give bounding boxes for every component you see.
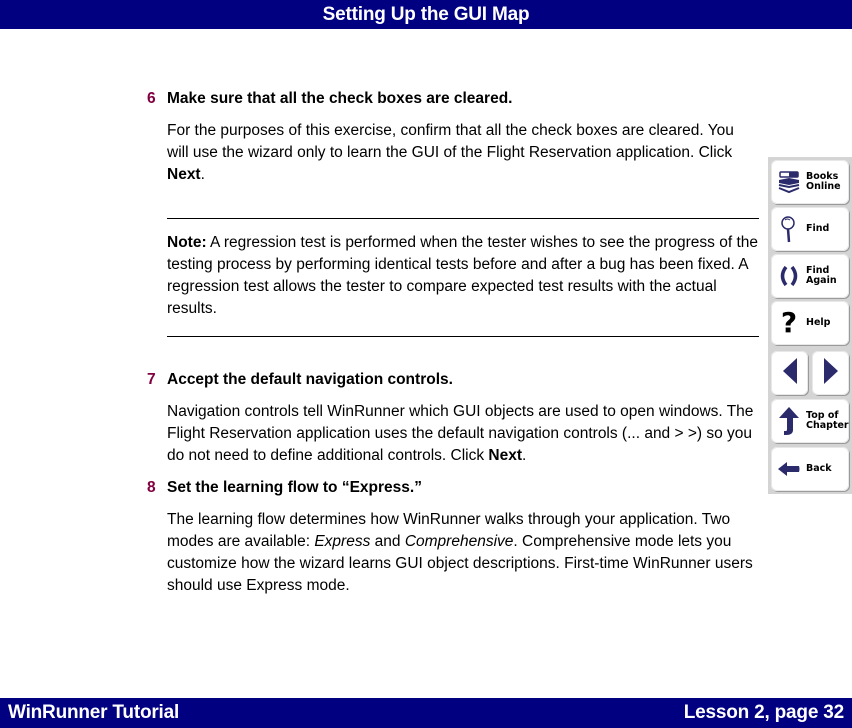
find-again-icon	[776, 261, 802, 291]
help-button[interactable]: ? Help	[771, 301, 849, 345]
find-again-button[interactable]: Find Again	[771, 254, 849, 298]
page-title: Setting Up the GUI Map	[322, 3, 530, 25]
page-indicator: Lesson 2, page 32	[683, 702, 844, 723]
step-6-heading: 6 Make sure that all the check boxes are cleared.	[147, 88, 759, 110]
step-8-heading: 8 Set the learning flow to “Express.”	[147, 477, 759, 499]
magnifier-icon	[776, 214, 802, 244]
page-footer	[0, 698, 852, 728]
note-top-divider	[167, 218, 759, 219]
question-mark-icon: ?	[780, 306, 798, 339]
arrow-up-icon	[776, 406, 802, 436]
step-number: 6	[147, 90, 156, 107]
document-title: WinRunner Tutorial	[8, 702, 180, 723]
back-button[interactable]: Back	[771, 447, 849, 491]
previous-page-button[interactable]	[771, 351, 808, 395]
step-8-body: The learning flow determines how WinRunner walks through your application. Two modes are available: Express and Comprehensive. Comprehensive mode lets you customize how the wizard learns GUI object descriptions. First-time WinRunner users should use Express mode.	[167, 511, 753, 594]
note-bottom-divider	[167, 336, 759, 337]
step-7-body: Navigation controls tell WinRunner which GUI objects are used to open windows. The Flight Reservation application uses the default navigation controls (... and > >) so you do not need to define additional controls. Click Next.	[167, 403, 754, 464]
next-page-button[interactable]	[812, 351, 849, 395]
books-online-button[interactable]: Books Online	[771, 160, 849, 204]
next-emphasis: Next	[167, 166, 201, 183]
step-number: 7	[147, 371, 156, 388]
note-label: Note:	[167, 234, 207, 251]
step-number: 8	[147, 479, 156, 496]
step-7-heading: 7 Accept the default navigation controls.	[147, 369, 759, 391]
books-icon	[776, 167, 802, 197]
next-emphasis: Next	[488, 447, 523, 464]
page-header	[0, 0, 852, 29]
arrow-left-icon	[776, 454, 802, 484]
triangle-right-icon	[822, 357, 840, 390]
find-button[interactable]: Find	[771, 207, 849, 251]
note-block: Note: A regression test is performed when the tester wishes to see the progress of the testing process by performing identical tests before and after a bug has been fixed. A regression test allows the tester to compare expected test results with the actual results.	[167, 234, 759, 317]
top-of-chapter-button[interactable]: Top of Chapter	[771, 399, 849, 443]
navigation-panel	[768, 157, 852, 494]
step-6-body: For the purposes of this exercise, confirm that all the check boxes are cleared. You will use the wizard only to learn the GUI of the Flight Reservation application. Click Next.	[167, 122, 734, 183]
document-content	[147, 88, 759, 597]
triangle-left-icon	[781, 357, 799, 390]
